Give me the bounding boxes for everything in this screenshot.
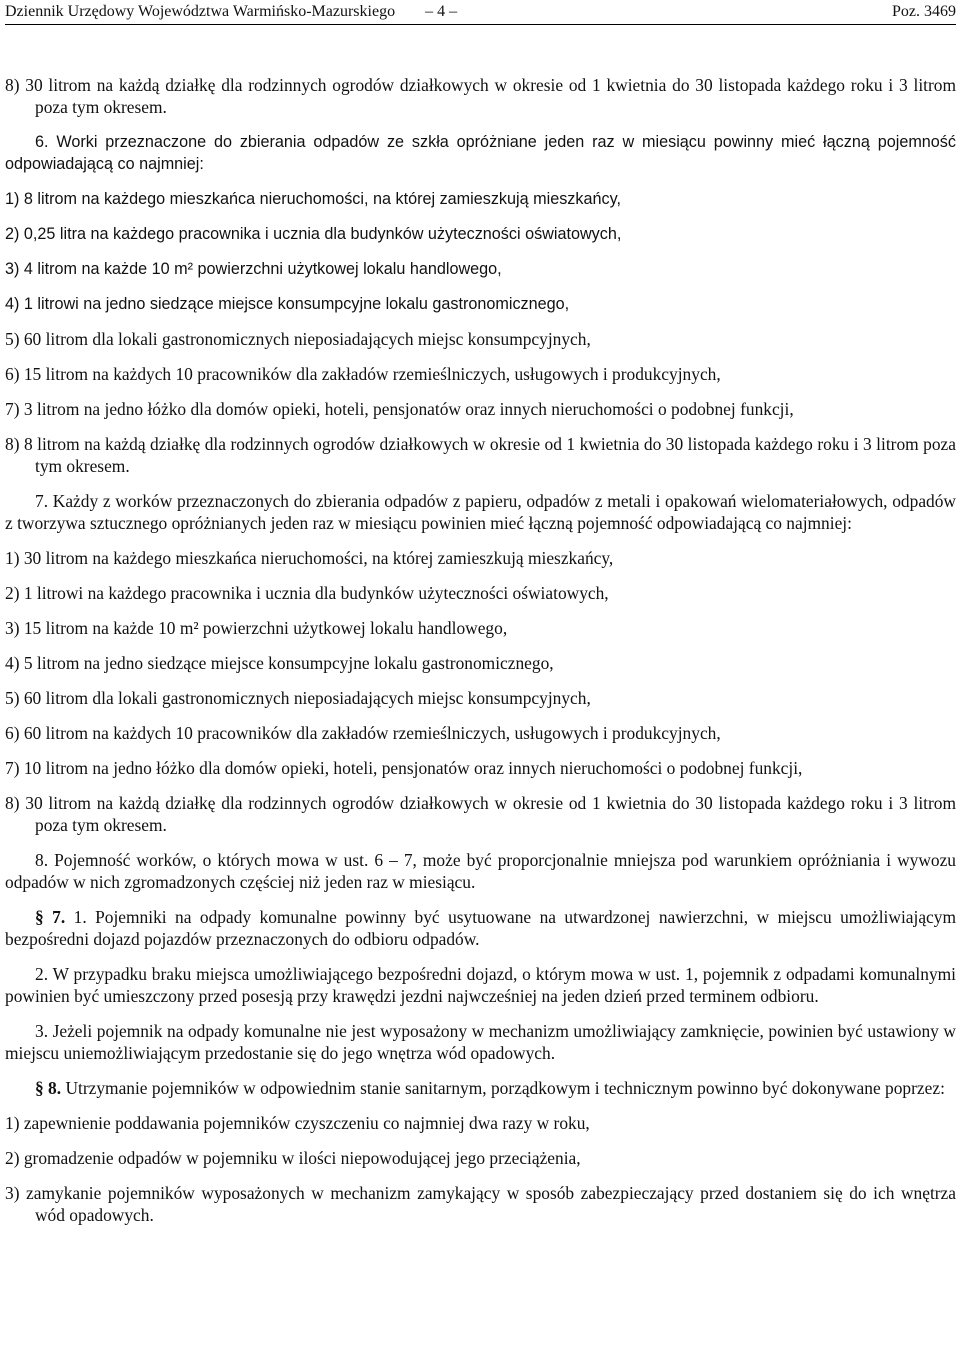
list-item: 6) 60 litrom na każdych 10 pracowników dla zakładów rzemieślniczych, usługowych i produkcyjnych,	[5, 723, 721, 743]
list-item: 8) 30 litrom na każdą działkę dla rodzinnych ogrodów działkowych w okresie od 1 kwietnia do 30 listopada każdego roku i 3 litrom poza tym okresem.	[5, 793, 956, 835]
list-item: 5) 60 litrom dla lokali gastronomicznych nieposiadających miejsc konsumpcyjnych,	[5, 688, 591, 708]
list-item: 7) 10 litrom na jedno łóżko dla domów opieki, hoteli, pensjonatów oraz innych nieruchomości o podobnej funkcji,	[5, 758, 803, 778]
list-item: 3) zamykanie pojemników wyposażonych w mechanizm zamykający w sposób zabezpieczający przed dostaniem się do ich wnętrza wód opadowych.	[5, 1183, 956, 1225]
page-header	[5, 0, 956, 25]
list-item: 1) 30 litrom na każdego mieszkańca nieruchomości, na której zamieszkują mieszkańcy,	[5, 548, 614, 568]
list-item: 1) zapewnienie poddawania pojemników czyszczeniu co najmniej dwa razy w roku,	[5, 1113, 590, 1133]
paragraph-6-intro: 6. Worki przeznaczone do zbierania odpadów ze szkła opróżniane jeden raz w miesiącu powinny mieć łączną pojemność odpowiadającą co najmniej:	[5, 133, 956, 173]
journal-title: Dziennik Urzędowy Województwa Warmińsko-Mazurskiego	[5, 3, 396, 20]
paragraph-7-intro: 7. Każdy z worków przeznaczonych do zbierania odpadów z papieru, odpadów z metali i opakowań wielomateriałowych, odpadów z tworzywa sztucznego opróżnianych jeden raz w miesiącu powinien mieć łączną pojemność odpowiadającą co najmniej:	[5, 491, 956, 533]
paragraph-8: 8. Pojemność worków, o których mowa w ust. 6 – 7, może być proporcjonalnie mniejsza pod warunkiem opróżniania i wywozu odpadów w nich zgromadzonych częściej niż jeden raz w miesiącu.	[5, 850, 956, 892]
list-item: 8) 30 litrom na każdą działkę dla rodzinnych ogrodów działkowych w okresie od 1 kwietnia do 30 listopada każdego roku i 3 litrom poza tym okresem.	[5, 75, 956, 117]
section-7-paragraph-3: 3. Jeżeli pojemnik na odpady komunalne nie jest wyposażony w mechanizm umożliwiający zamknięcie, powinien być ustawiony w miejscu uniemożliwiającym przedostanie się do jego wnętrza wód opadowych.	[5, 1021, 956, 1063]
position-number: Poz. 3469	[892, 3, 956, 20]
section-7-paragraph-2: 2. W przypadku braku miejsca umożliwiającego bezpośredni dojazd, o którym mowa w ust. 1, pojemnik z odpadami komunalnymi powinien być umieszczony przed posesją przy krawędzi jezdni najwcześniej na jeden dzień przed terminem odbioru.	[5, 964, 956, 1006]
section-8-intro: § 8. Utrzymanie pojemników w odpowiednim stanie sanitarnym, porządkowym i technicznym powinno być dokonywane poprzez:	[35, 1078, 945, 1098]
section-7-paragraph-1: § 7. 1. Pojemniki na odpady komunalne powinny być usytuowane na utwardzonej nawierzchni, w miejscu umożliwiającym bezpośredni dojazd pojazdów przeznaczonych do odbioru odpadów.	[5, 907, 956, 949]
list-item: 5) 60 litrom dla lokali gastronomicznych nieposiadających miejsc konsumpcyjnych,	[5, 329, 591, 349]
list-item: 2) 1 litrowi na każdego pracownika i ucznia dla budynków użyteczności oświatowych,	[5, 583, 609, 603]
section-8-label: § 8.	[35, 1078, 62, 1098]
document-body	[5, 74, 956, 1239]
list-item: 8) 8 litrom na każdą działkę dla rodzinnych ogrodów działkowych w okresie od 1 kwietnia do 30 listopada każdego roku i 3 litrom poza tym okresem.	[5, 434, 956, 476]
section-7-label: § 7.	[35, 907, 66, 927]
list-item: 6) 15 litrom na każdych 10 pracowników dla zakładów rzemieślniczych, usługowych i produkcyjnych,	[5, 364, 721, 384]
list-item: 3) 4 litrom na każde 10 m² powierzchni użytkowej lokalu handlowego,	[5, 260, 502, 278]
list-item: 4) 1 litrowi na jedno siedzące miejsce konsumpcyjne lokalu gastronomicznego,	[5, 295, 570, 313]
list-item: 2) gromadzenie odpadów w pojemniku w ilości niepowodującej jego przeciążenia,	[5, 1148, 581, 1168]
list-item: 1) 8 litrom na każdego mieszkańca nieruchomości, na której zamieszkują mieszkańcy,	[5, 190, 621, 208]
page-number: – 4 –	[425, 3, 458, 20]
list-item: 2) 0,25 litra na każdego pracownika i ucznia dla budynków użyteczności oświatowych,	[5, 225, 622, 243]
list-item: 3) 15 litrom na każde 10 m² powierzchni użytkowej lokalu handlowego,	[5, 618, 508, 638]
list-item: 7) 3 litrom na jedno łóżko dla domów opieki, hoteli, pensjonatów oraz innych nieruchomości o podobnej funkcji,	[5, 399, 794, 419]
list-item: 4) 5 litrom na jedno siedzące miejsce konsumpcyjne lokalu gastronomicznego,	[5, 653, 554, 673]
